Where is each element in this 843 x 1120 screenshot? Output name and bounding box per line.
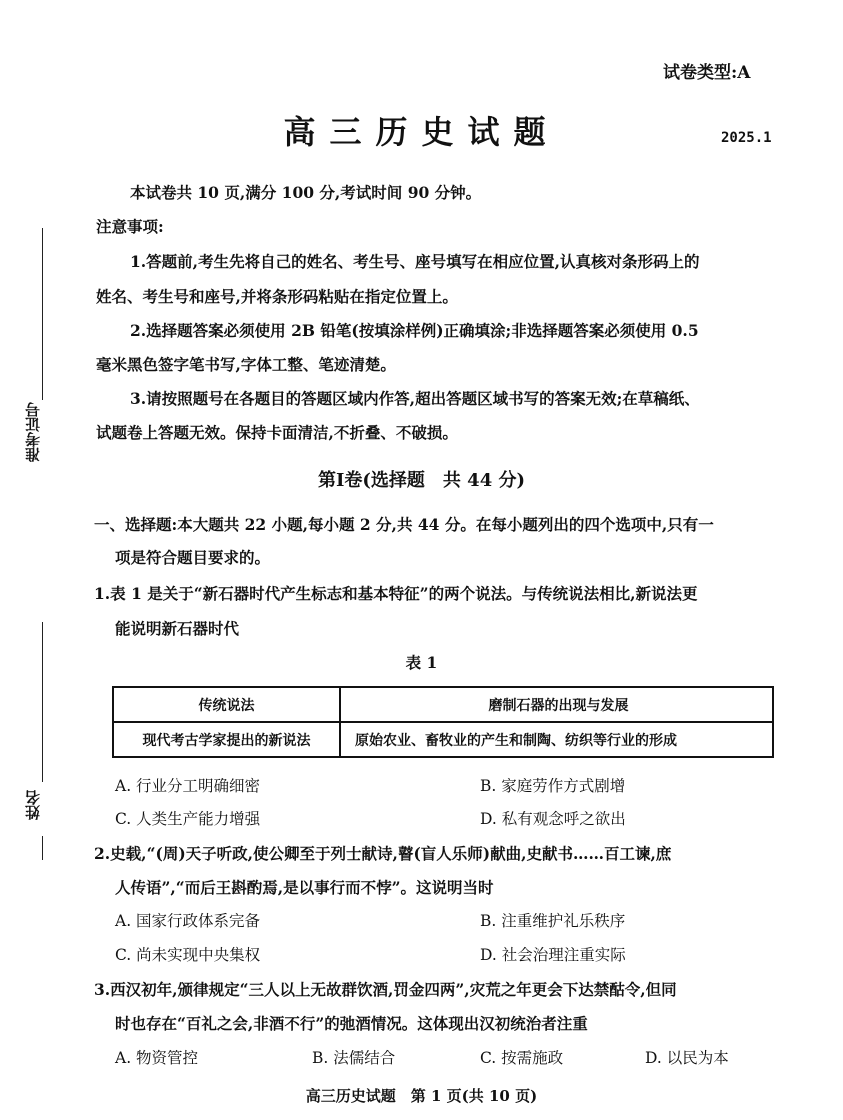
q1-table (112, 686, 774, 758)
notice-line: 姓名、考生号和座号,并将条形码粘贴在指定位置上。 (96, 287, 458, 306)
notice-line: 1.答题前,考生先将自己的姓名、考生号、座号填写在相应位置,认真核对条形码上的 (130, 252, 700, 271)
q2-stem: 人传语”,“而后王斟酌焉,是以事行而不悖”。这说明当时 (115, 878, 494, 897)
notice-line: 毫米黑色签字笔书写,字体工整、笔迹清楚。 (96, 355, 396, 374)
table-cell: 磨制石器的出现与发展 (340, 687, 773, 722)
table-row (113, 687, 773, 722)
page-title: 高三历史试题 (283, 113, 560, 151)
margin-line-top (42, 228, 43, 400)
table-cell: 传统说法 (113, 687, 340, 722)
notice-heading: 注意事项: (96, 217, 164, 236)
q1-option-a: A. 行业分工明确细密 (115, 777, 261, 795)
q3-stem: 3.西汉初年,颁律规定“三人以上无故群饮酒,罚金四两”,灾荒之年更会下达禁酤令,但同 (94, 980, 677, 999)
notice-line: 2.选择题答案必须使用 2B 铅笔(按填涂样例)正确填涂;非选择题答案必须使用 0.5 (130, 321, 699, 340)
margin-line-bottom (42, 836, 43, 860)
q1-stem: 1.表 1 是关于“新石器时代产生标志和基本特征”的两个说法。与传统说法相比,新说法更 (94, 584, 698, 603)
q1-option-d: D. 私有观念呼之欲出 (480, 810, 626, 828)
q3-option-d: D. 以民为本 (645, 1049, 729, 1067)
margin-line-middle (42, 622, 43, 782)
notice-line: 3.请按照题号在各题目的答题区域内作答,超出答题区域书写的答案无效;在草稿纸、 (130, 389, 700, 408)
section-instruction: 一、选择题:本大题共 22 小题,每小题 2 分,共 44 分。在每小题列出的四个选项中,只有一 (94, 515, 714, 534)
q2-stem: 2.史载,“(周)天子听政,使公卿至于列士献诗,瞽(盲人乐师)献曲,史献书……百工谏,庶 (94, 844, 672, 863)
section-title: 第Ⅰ卷(选择题 共 44 分) (317, 470, 526, 491)
name-label: 姓名 (24, 790, 42, 820)
q2-option-b: B. 注重维护礼乐秩序 (480, 912, 626, 930)
intro-text: 本试卷共 10 页,满分 100 分,考试时间 90 分钟。 (130, 183, 482, 202)
q1-table-caption: 表 1 (405, 653, 438, 672)
exam-id-label: 准考证号 (24, 402, 42, 462)
page-footer: 高三历史试题 第 1 页(共 10 页) (305, 1087, 538, 1105)
table-row (113, 722, 773, 757)
q1-stem: 能说明新石器时代 (115, 619, 240, 638)
q2-option-a: A. 国家行政体系完备 (115, 912, 261, 930)
q2-option-c: C. 尚未实现中央集权 (115, 946, 261, 964)
q1-option-b: B. 家庭劳作方式剧增 (480, 777, 626, 795)
q2-option-d: D. 社会治理注重实际 (480, 946, 626, 964)
paper-type: 试卷类型:A (663, 63, 751, 83)
table-cell: 原始农业、畜牧业的产生和制陶、纺织等行业的形成 (340, 722, 773, 757)
q3-stem: 时也存在“百礼之会,非酒不行”的弛酒情况。这体现出汉初统治者注重 (115, 1014, 588, 1033)
q3-option-a: A. 物资管控 (115, 1049, 199, 1067)
q3-option-b: B. 法儒结合 (312, 1049, 396, 1067)
notice-line: 试题卷上答题无效。保持卡面清洁,不折叠、不破损。 (96, 423, 458, 442)
q3-option-c: C. 按需施政 (480, 1049, 564, 1067)
q1-option-c: C. 人类生产能力增强 (115, 810, 261, 828)
table-cell: 现代考古学家提出的新说法 (113, 722, 340, 757)
exam-date: 2025.1 (721, 130, 772, 146)
section-instruction: 项是符合题目要求的。 (115, 548, 271, 567)
